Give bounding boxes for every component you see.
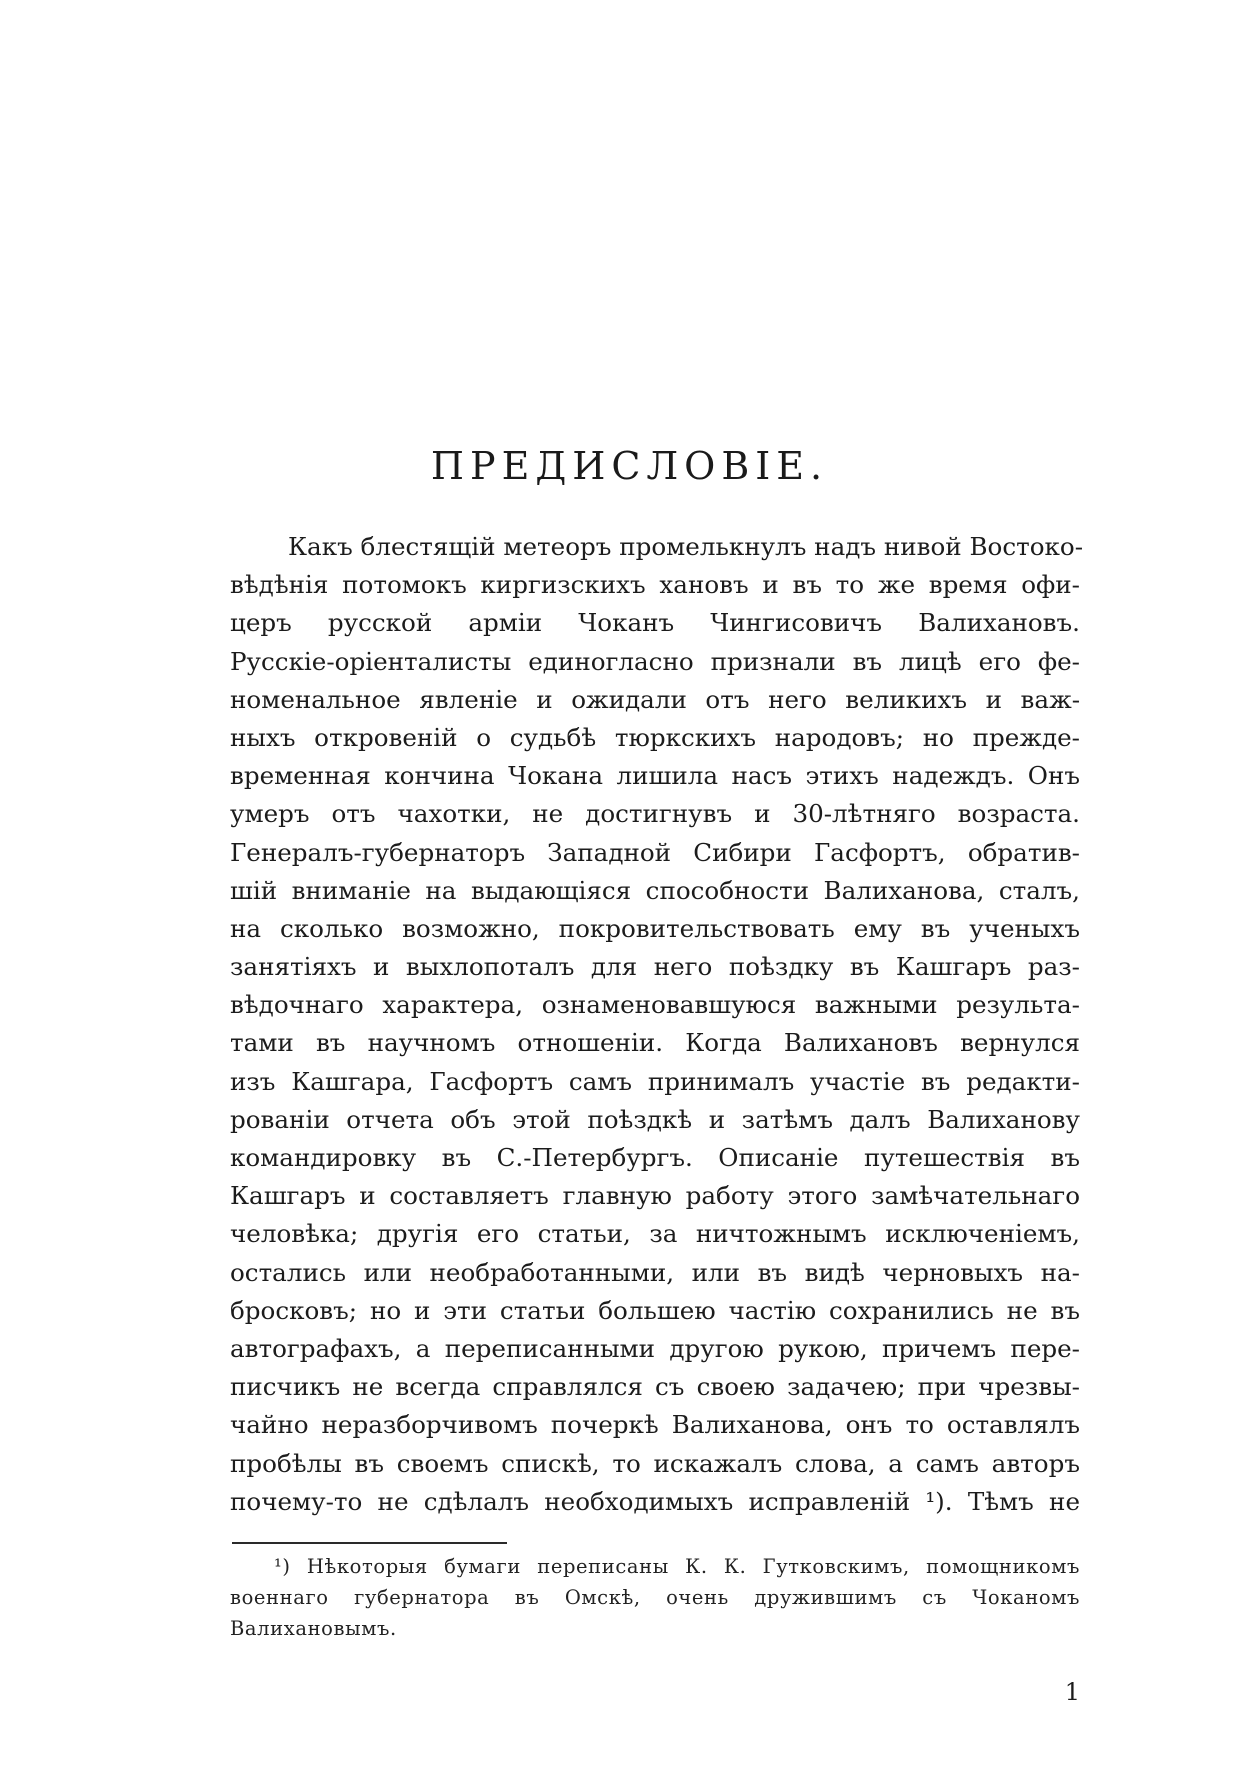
footnote xyxy=(230,1551,1080,1644)
body-line: писчикъ не всегда справлялся съ своею задачею; при чрезвы- xyxy=(230,1372,1080,1402)
body-line: вѣдѣнія потомокъ киргизскихъ хановъ и въ то же время офи- xyxy=(230,570,1080,600)
body-line: рованіи отчета объ этой поѣздкѣ и затѣмъ далъ Валиханову xyxy=(230,1104,1080,1134)
body-line: номенальное явленіе и ожидали отъ него великихъ и важ- xyxy=(230,684,1080,714)
body-line: занятіяхъ и выхлопоталъ для него поѣздку въ Кашгаръ раз- xyxy=(230,952,1080,982)
body-line: тами въ научномъ отношеніи. Когда Валихановъ вернулся xyxy=(230,1028,1080,1058)
body-line: временная кончина Чокана лишила насъ этихъ надеждъ. Онъ xyxy=(230,761,1080,791)
footnote-line: военнаго губернатора въ Омскѣ, очень дружившимъ съ Чоканомъ xyxy=(230,1586,1080,1609)
body-line: изъ Кашгара, Гасфортъ самъ принималъ участіе въ редакти- xyxy=(230,1066,1080,1096)
body-line: вѣдочнаго характера, ознаменовавшуюся важными результа- xyxy=(230,990,1080,1020)
body-line: командировку въ С.-Петербургъ. Описаніе путешествія въ xyxy=(230,1143,1080,1172)
body-text xyxy=(230,528,1084,1521)
page-number: 1 xyxy=(1064,1678,1080,1706)
body-line: автографахъ, а переписанными другою рукою, причемъ пере- xyxy=(230,1333,1080,1363)
body-line: пробѣлы въ своемъ спискѣ, то искажалъ слова, а самъ авторъ xyxy=(230,1448,1080,1478)
footnote-line: Валихановымъ. xyxy=(230,1617,397,1640)
body-line: ныхъ откровеній о судьбѣ тюркскихъ народовъ; но прежде- xyxy=(230,722,1080,752)
body-line: Генералъ-губернаторъ Западной Сибири Гасфортъ, обратив- xyxy=(230,837,1080,867)
body-line: на сколько возможно, покровительствовать ему въ ученыхъ xyxy=(230,913,1080,943)
body-line: Какъ блестящій метеоръ промелькнулъ надъ нивой Востоко- xyxy=(288,532,1084,561)
page-title: ПРЕДИСЛОВІЕ. xyxy=(430,444,829,488)
footnote-divider xyxy=(232,1542,507,1544)
body-line: Русскіе-оріенталисты единогласно признали въ лицѣ его фе- xyxy=(230,646,1080,676)
body-line: шій вниманіе на выдающіяся способности Валиханова, сталъ, xyxy=(230,875,1080,905)
body-line: человѣка; другія его статьи, за ничтожнымъ исключеніемъ, xyxy=(230,1219,1080,1249)
body-line: остались или необработанными, или въ видѣ черновыхъ на- xyxy=(230,1257,1080,1287)
body-line: церъ русской арміи Чоканъ Чингисовичъ Валихановъ. xyxy=(230,608,1080,638)
footnote-line: ¹) Нѣкоторыя бумаги переписаны К. К. Гутковскимъ, помощникомъ xyxy=(274,1555,1080,1578)
body-line: бросковъ; но и эти статьи большею частію сохранились не въ xyxy=(230,1295,1080,1325)
body-line: умеръ отъ чахотки, не достигнувъ и 30-лѣтняго возраста. xyxy=(230,799,1080,829)
body-line: чайно неразборчивомъ почеркѣ Валиханова, онъ то оставлялъ xyxy=(230,1410,1080,1440)
body-line: почему-то не сдѣлалъ необходимыхъ исправленій ¹). Тѣмъ не xyxy=(230,1486,1080,1516)
body-line: Кашгаръ и составляетъ главную работу этого замѣчательнаго xyxy=(230,1181,1080,1211)
